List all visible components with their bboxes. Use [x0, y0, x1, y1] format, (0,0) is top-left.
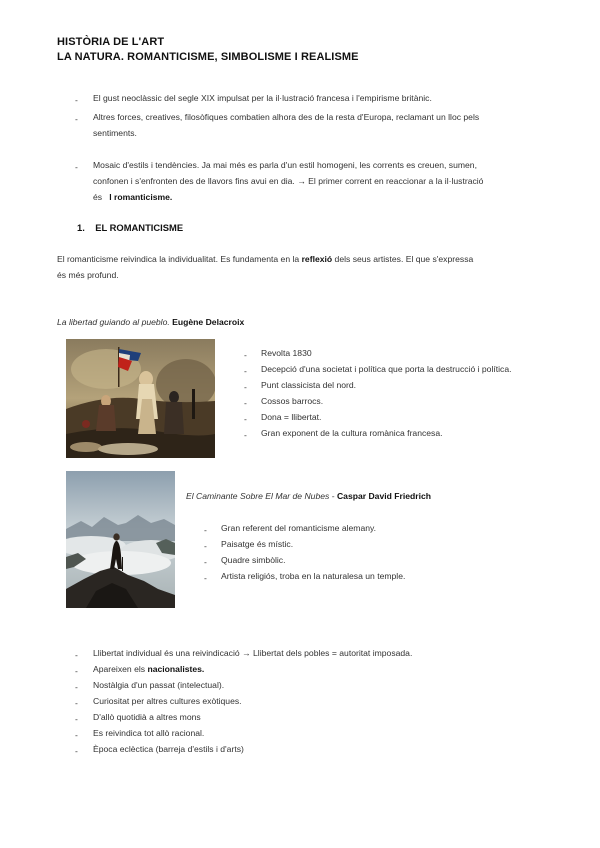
bullet-marker: -: [244, 382, 247, 392]
artwork-title: El Caminante Sobre El Mar de Nubes -: [186, 491, 335, 501]
artwork-caption: [186, 489, 431, 504]
bullet-marker: -: [75, 714, 78, 724]
list-item-cont: [93, 190, 172, 205]
artwork-artist: Eugène Delacroix: [172, 317, 245, 327]
bullet-marker: -: [75, 730, 78, 740]
bullet-marker: -: [75, 746, 78, 756]
list-item: Gran exponent de la cultura romànica francesa.: [261, 428, 443, 438]
doc-title: HISTÒRIA DE L'ART: [57, 36, 165, 48]
emphasis-text: l romanticisme.: [109, 192, 173, 202]
list-item: Artista religiós, troba en la naturalesa un temple.: [221, 571, 406, 581]
bullet-marker: -: [75, 698, 78, 708]
text-fragment: dels seus artistes. El que s'expressa: [334, 254, 474, 264]
bullet-marker: -: [75, 650, 78, 660]
bullet-marker: -: [75, 666, 78, 676]
list-item: Curiositat per altres cultures exòtiques.: [93, 696, 242, 706]
list-item: Mosaic d'estils i tendències. Ja mai més es parla d'un estil homogeni, les corrents es creuen, sumen,: [93, 160, 477, 170]
list-item: Nostàlgia d'un passat (intelectual).: [93, 680, 225, 690]
doc-subtitle: LA NATURA. ROMANTICISME, SIMBOLISME I REALISME: [57, 51, 359, 63]
emphasis-text: nacionalistes.: [147, 664, 205, 674]
text-fragment: Apareixen els: [93, 664, 146, 674]
list-item: Llibertat individual és una reivindicació → Llibertat dels pobles = autoritat imposada.: [93, 648, 413, 658]
painting-image: [66, 339, 215, 458]
paragraph-line: [57, 252, 473, 267]
section-title: EL ROMANTICISME: [95, 222, 184, 233]
list-item: Altres forces, creatives, filosòfiques combatien alhora des de la resta d'Europa, reclamant un lloc pels: [93, 112, 480, 122]
text-fragment: El romanticisme reivindica la individualitat. Es fundamenta en la: [57, 254, 300, 264]
list-item: Paisatge és místic.: [221, 539, 294, 549]
list-item: D'allò quotidià a altres mons: [93, 712, 201, 722]
bullet-marker: -: [75, 114, 78, 124]
bullet-marker: -: [75, 682, 78, 692]
bullet-marker: -: [244, 398, 247, 408]
list-item: Quadre simbòlic.: [221, 555, 286, 565]
paragraph-line: és més profund.: [57, 270, 119, 280]
bullet-marker: -: [75, 162, 78, 172]
painting-image: [66, 471, 175, 608]
artwork-title: La libertad guiando al pueblo.: [57, 317, 170, 327]
emphasis-text: reflexió: [301, 254, 333, 264]
artwork-caption: [57, 315, 244, 330]
list-item: Gran referent del romanticisme alemany.: [221, 523, 377, 533]
section-number: 1.: [77, 222, 85, 233]
bullet-marker: -: [204, 525, 207, 535]
list-item: Dona = llibertat.: [261, 412, 322, 422]
list-item: [93, 662, 204, 677]
list-item: Decepció d'una societat i política que porta la destrucció i política.: [261, 364, 512, 374]
bullet-marker: -: [75, 95, 78, 105]
artwork-artist: Caspar David Friedrich: [336, 491, 432, 501]
text-fragment: és: [93, 192, 103, 202]
bullet-marker: -: [204, 557, 207, 567]
bullet-marker: -: [244, 366, 247, 376]
bullet-marker: -: [244, 430, 247, 440]
list-item: Revolta 1830: [261, 348, 312, 358]
list-item: Cossos barrocs.: [261, 396, 324, 406]
list-item: Època eclèctica (barreja d'estils i d'arts): [93, 744, 244, 754]
bullet-marker: -: [204, 541, 207, 551]
bullet-marker: -: [244, 414, 247, 424]
bullet-marker: -: [244, 350, 247, 360]
bullet-marker: -: [204, 573, 207, 583]
list-item-cont: sentiments.: [93, 128, 137, 138]
list-item: Es reivindica tot allò racional.: [93, 728, 205, 738]
list-item: Punt classicista del nord.: [261, 380, 357, 390]
section-heading: [77, 222, 183, 233]
list-item: El gust neoclàssic del segle XIX impulsat per la il·lustració francesa i l'empirisme britànic.: [93, 93, 432, 103]
list-item-cont: confonen i s'enfronten des de llavors fins avui en dia. → El primer corrent en reaccionar a la il·lustració: [93, 176, 484, 186]
